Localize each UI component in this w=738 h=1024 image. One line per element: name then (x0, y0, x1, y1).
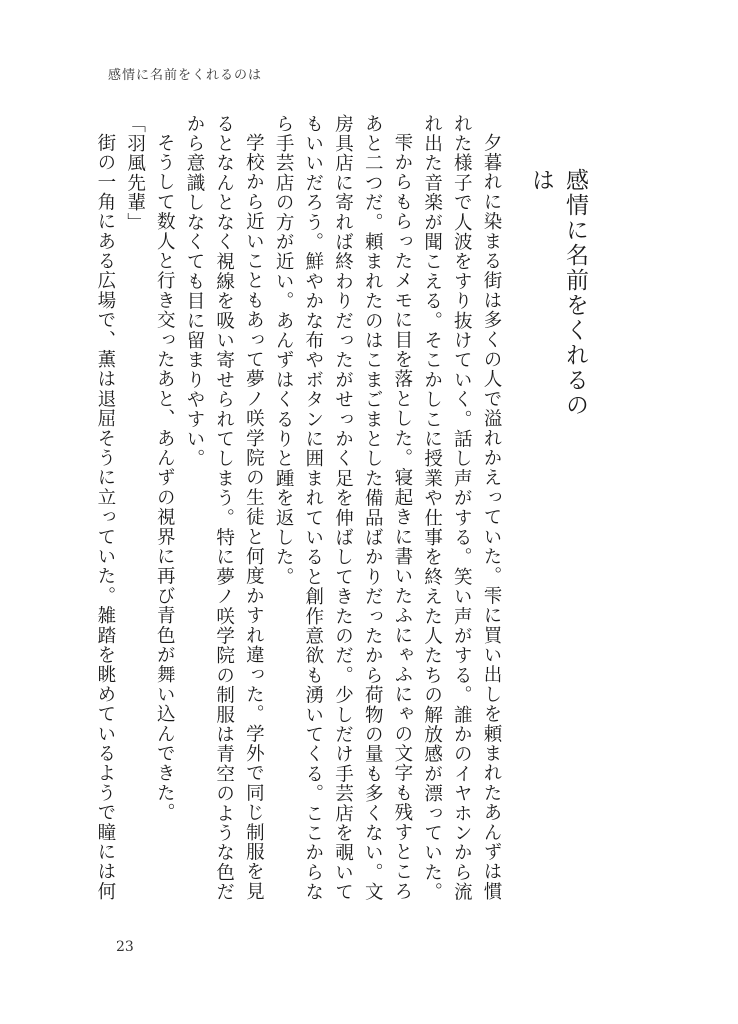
paragraph: 街の一角にある広場で、薫は退屈そうに立っていた。雑踏を眺めているようで瞳には何 (94, 132, 116, 901)
paragraph: 雫からもらったメモに目を落とした。寝起きに書いたふにゃふにゃの文字も残すところあと二つだ。頼まれたのはこまごまとした備品ばかりだったから荷物の量も多くない。文房具店に寄れば終わりだったがせっかく足を伸ばしてきたのだ。少しだけ手芸店を覗いてもいいだろう。鮮やかな布やボタンに囲まれていると創作意欲も湧いてくる。ここからなら手芸店の方が近い。あんずはくるりと踵を返した。 (273, 114, 413, 902)
chapter-title: 感情に名前をくれるのは (528, 168, 588, 418)
page-number: 23 (116, 939, 134, 955)
paragraph: 学校から近いこともあって夢ノ咲学院の生徒と何度かすれ違った。学外で同じ制服を見るとなんとなく視線を吸い寄せられてしまう。特に夢ノ咲学院の制服は青空のような色だから意識しなくても目に留まりやすい。 (183, 114, 265, 902)
running-header: 感情に名前をくれるのは (108, 68, 263, 83)
body-text (94, 114, 506, 904)
paragraph: そうして数人と行き交ったあと、あんずの視界に再び青色が舞い込んできた。 (154, 132, 176, 822)
paragraph: 夕暮れに染まる街は多くの人で溢れかえっていた。雫に買い出しを頼まれたあんずは慣れた様子で人波をすり抜けていく。話し声がする。笑い声がする。誰かのイヤホンから流れ出た音楽が聞こえる。そこかしこに授業や仕事を終えた人たちの解放感が漂っていた。 (421, 114, 502, 902)
dialogue-line: 「羽風先輩」 (124, 114, 146, 233)
